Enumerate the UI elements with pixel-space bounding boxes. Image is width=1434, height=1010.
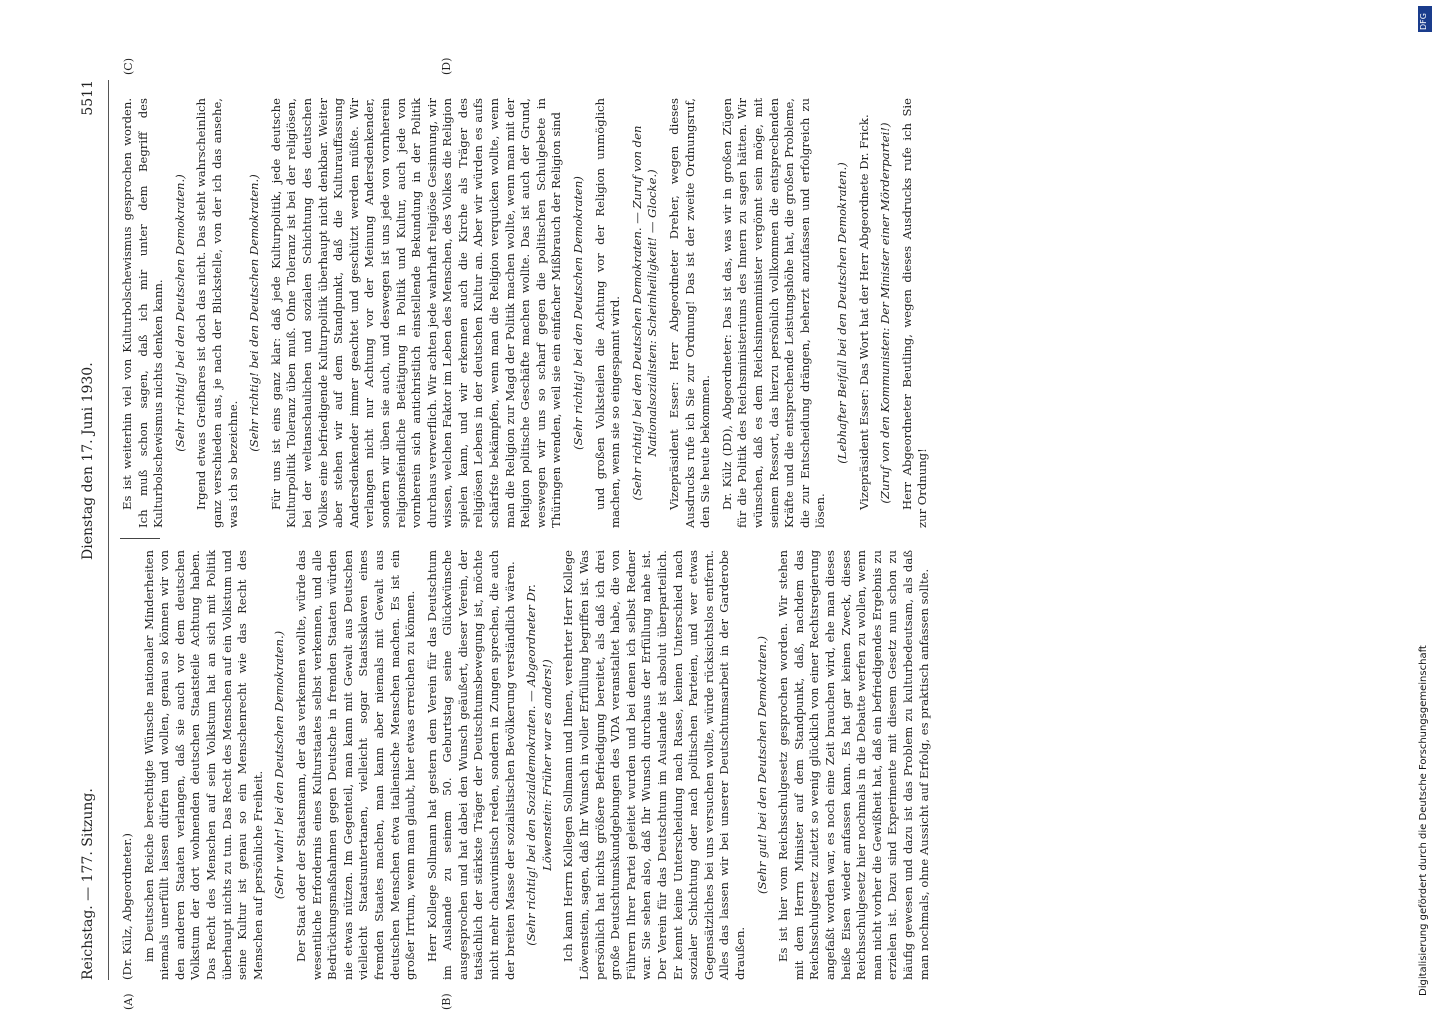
interjection: (Sehr gut! bei den Deutschen Demokraten.) <box>754 635 769 895</box>
dfg-badge-text: DFG <box>1419 13 1428 30</box>
interjection: (Zuruf von den Kommunisten: Der Minister einer Mörderpartei!) <box>878 122 893 504</box>
paragraph: Dr. Külz (DD), Abgeordneter: Das ist das, was wir in großen Zügen für die Politik des Reichsministeriums des Innern zu sagen hätten. Wir wünschen, daß es dem Reichsinnenminister vergönnt sein möge, mit seinem Ressort, das hierzu persönlich vollkommen die entsprechenden Kräfte und die entsprechende Leistungshöhe hat, die großen Probleme, die zur Entscheidung drängen, beherzt anzufassen und erfolgreich zu lösen. <box>719 98 828 528</box>
page-header <box>80 80 108 980</box>
interjection: (Sehr richtig! bei den Sozialdemokraten. — Abgeordneter Dr. Löwenstein: Früher war es anders!) <box>524 584 554 946</box>
attribution-strip <box>1418 6 1432 996</box>
paragraph: Herr Abgeordneter Beutling, wegen dieses Ausdrucks rufe ich Sie zur Ordnung! <box>899 98 930 528</box>
paragraph: und großen Volksteilen die Achtung vor der Religion unmöglich machen, wenn sie so eingespannt wird. <box>592 98 623 528</box>
margin-mark-d: (D) <box>440 57 453 75</box>
attribution-text: Digitalisierung gefördert durch die Deutsche Forschungsgemeinschaft <box>1418 645 1429 996</box>
column-left <box>120 550 938 980</box>
paragraph: Vizepräsident Esser: Das Wort hat der Herr Abgeordnete Dr. Frick. <box>856 114 871 510</box>
paragraph: Für uns ist eins ganz klar: daß jede Kulturpolitik, jede deutsche Kulturpolitik Toleranz üben muß. Ohne Toleranz ist bei der religiösen, bei der weltanschaulichen und sozialen Schichtung des deutschen Volkes eine befriedigende Kulturpolitik überhaupt nicht denkbar. Weiter aber stehen wir auf dem Standpunkt, daß die Kulturauffassung Andersdenkender immer geachtet und geschützt werden müßte. Wir verlangen nicht nur Achtung vor der Meinung Andersdenkender, sondern wir üben sie auch, und deswegen ist uns jede von vornherein religionsfeindliche Betätigung in Politik und Kultur, auch jede von vornherein sich antichristlich einstellende Bekundung in der Politik durchaus verwerflich. Wir achten jede wahrhaft religiöse Gesinnung, wir wissen, welchen Faktor im Leben des Menschen, des Volkes die Religion spielen kann, und wir erkennen auch die Kirche als Träger des religiösen Lebens in der deutschen Kultur an. Aber wir würden es aufs schärfste bekämpfen, wenn man die Religion verquicken wollte, wenn man die Religion zur Magd der Politik machen wollte, wenn man mit der Religion politische Geschäfte machen wollte. Das ist auch der Grund, weswegen wir uns so scharf gegen die politischen Schulgebete in Thüringen wenden, weil sie ein einfacher Mißbrauch der Religion sind <box>268 98 564 528</box>
paragraph: Vizepräsident Esser: Herr Abgeordneter Dreher, wegen dieses Ausdrucks rufe ich Sie zur Ordnung! Das ist der zweite Ordnungsruf, den Sie heute bekommen. <box>667 98 713 528</box>
margin-mark-a: (A) <box>122 993 135 1010</box>
column-divider <box>120 538 160 539</box>
rotated-page <box>10 57 1320 1010</box>
header-rule <box>108 80 109 980</box>
interjection: (Lebhafter Beifall bei den Deutschen Demokraten.) <box>834 162 849 464</box>
header-date: Dienstag den 17. Juni 1930. <box>80 362 96 560</box>
margin-mark-b: (B) <box>440 993 453 1010</box>
paragraph: Es ist hier vom Reichsschulgesetz gesprochen worden. Wir stehen mit dem Herrn Minister auf dem Standpunkt, daß, nachdem das Reichsschulgesetz zuletzt so wenig glücklich von einer Rechtsregierung angefaßt worden war, es noch eine Zeit brauchen wird, ehe man dieses heiße Eisen wieder anfassen kann. Es hat gar keinen Zweck, dieses Reichsschulgesetz hier nochmals in die Debatte werfen zu wollen, wenn man nicht vorher die Gewißheit hat, daß ein befriedigendes Ergebnis zu erzielen ist. Dazu sind Experimente mit diesem Gesetz nun schon zu häufig gewesen und dazu ist das Problem zu kulturbedeutsam, als daß man nochmals, ohne Aussicht auf Erfolg, es praktisch anfassen sollte. <box>776 550 931 980</box>
interjection: (Sehr richtig! bei den Deutschen Demokraten. — Zuruf von den Nationalsozialisten: Scheinheiligkeit! — Glocke.) <box>629 125 660 501</box>
paragraph: Es ist weiterhin viel von Kulturbolschewismus gesprochen worden. Ich muß schon sagen, daß ich mir unter dem Begriff des Kulturbolschewismus nichts denken kann. <box>120 98 166 528</box>
paragraph: Ich kann Herrn Kollegen Sollmann und Ihnen, verehrter Herr Kollege Löwenstein, sagen, daß Ihr Wunsch in voller Erfüllung begriffen ist. Was persönlich hat nichts größere Befriedigung bereitet, als daß ich drei große Deutschtumskundgebungen des VDA veranstaltet habe, die von Führern Ihrer Partei geleitet wurden und bei denen ich selbst Redner war. Sie sehen also, daß Ihr Wunsch durchaus der Erfüllung nahe ist. Der Verein für das Deutschtum im Auslande ist absolut überparteilich. Er kennt keine Unterscheidung nach Rasse, keinen Unterschied nach sozialer Schichtung oder nach politischen Parteien, und wer etwas Gegensätzliches bei uns versuchen wollte, würde rücksichtslos entfernt. Alles das lassen wir bei unserer Deutschtumsarbeit in der Garderobe draußen. <box>561 550 747 980</box>
interjection: (Sehr richtig! bei den Deutschen Demokraten.) <box>172 174 187 452</box>
interjection: (Sehr richtig! bei den Deutschen Demokraten.) <box>247 174 262 452</box>
dfg-logo <box>1418 6 1432 32</box>
paragraph: Herr Kollege Sollmann hat gestern dem Verein für das Deutschtum im Auslande zu seinem 50. Geburtstag seine Glückwünsche ausgesprochen und hat dabei den Wunsch geäußert, dieser Verein, der tatsächlich der stärkste Träger der Deutschtumsbewegung ist, möchte nicht mehr chauvinistisch reden, sondern in Zungen sprechen, die auch der breiten Masse der sozialistischen Bevölkerung verständlich wären. <box>424 550 517 980</box>
header-left: Reichstag. — 177. Sitzung. <box>80 788 96 980</box>
paragraph: Der Staat oder der Staatsmann, der das verkennen wollte, würde das wesentliche Erfordernis eines Kulturstaates selbst verkennen, und alle Bedrückungsmaßnahmen gegen Deutsche in fremden Staaten würden nie etwas nützen. Im Gegenteil, man kann mit Gewalt aus Deutschen vielleicht Staatsuntertanen, vielleicht sogar Staatssklaven eines fremden Staates machen, man kann aber niemals mit Gewalt aus deutschen Menschen etwa italienische Menschen machen. Es ist ein großer Irrtum, wenn man glaubt, hier etwas erreichen zu können. <box>293 550 418 980</box>
page-number: 5511 <box>80 80 96 116</box>
column-right <box>120 98 937 528</box>
paragraph: Irgend etwas Greifbares ist doch das nicht. Das steht wahrscheinlich ganz verschieden aus, je nach der Blickstelle, von der ich das ansehe, was ich so bezeichne. <box>194 98 240 528</box>
margin-mark-c: (C) <box>122 58 135 75</box>
paragraph: im Deutschen Reiche berechtigte Wünsche nationaler Minderheiten niemals unerfüllt lassen dürfen und wollen, genau so können wir von den anderen Staaten verlangen, daß sie auch vor dem deutschen Volkstum der dort wohnenden deutschen Staatsteile Achtung haben. Das Recht des Menschen auf sein Volkstum hat an sich mit Politik überhaupt nichts zu tun. Das Recht des Menschen auf ein Volkstum und seine Kultur ist genau so ein Menschenrecht wie das Recht des Menschen auf persönliche Freiheit. <box>141 550 265 980</box>
interjection: (Sehr richtig! bei den Deutschen Demokraten) <box>571 176 586 450</box>
speaker-line: (Dr. Külz, Abgeordneter.) <box>120 833 134 980</box>
interjection: (Sehr wahr! bei den Deutschen Demokraten.) <box>272 630 287 900</box>
